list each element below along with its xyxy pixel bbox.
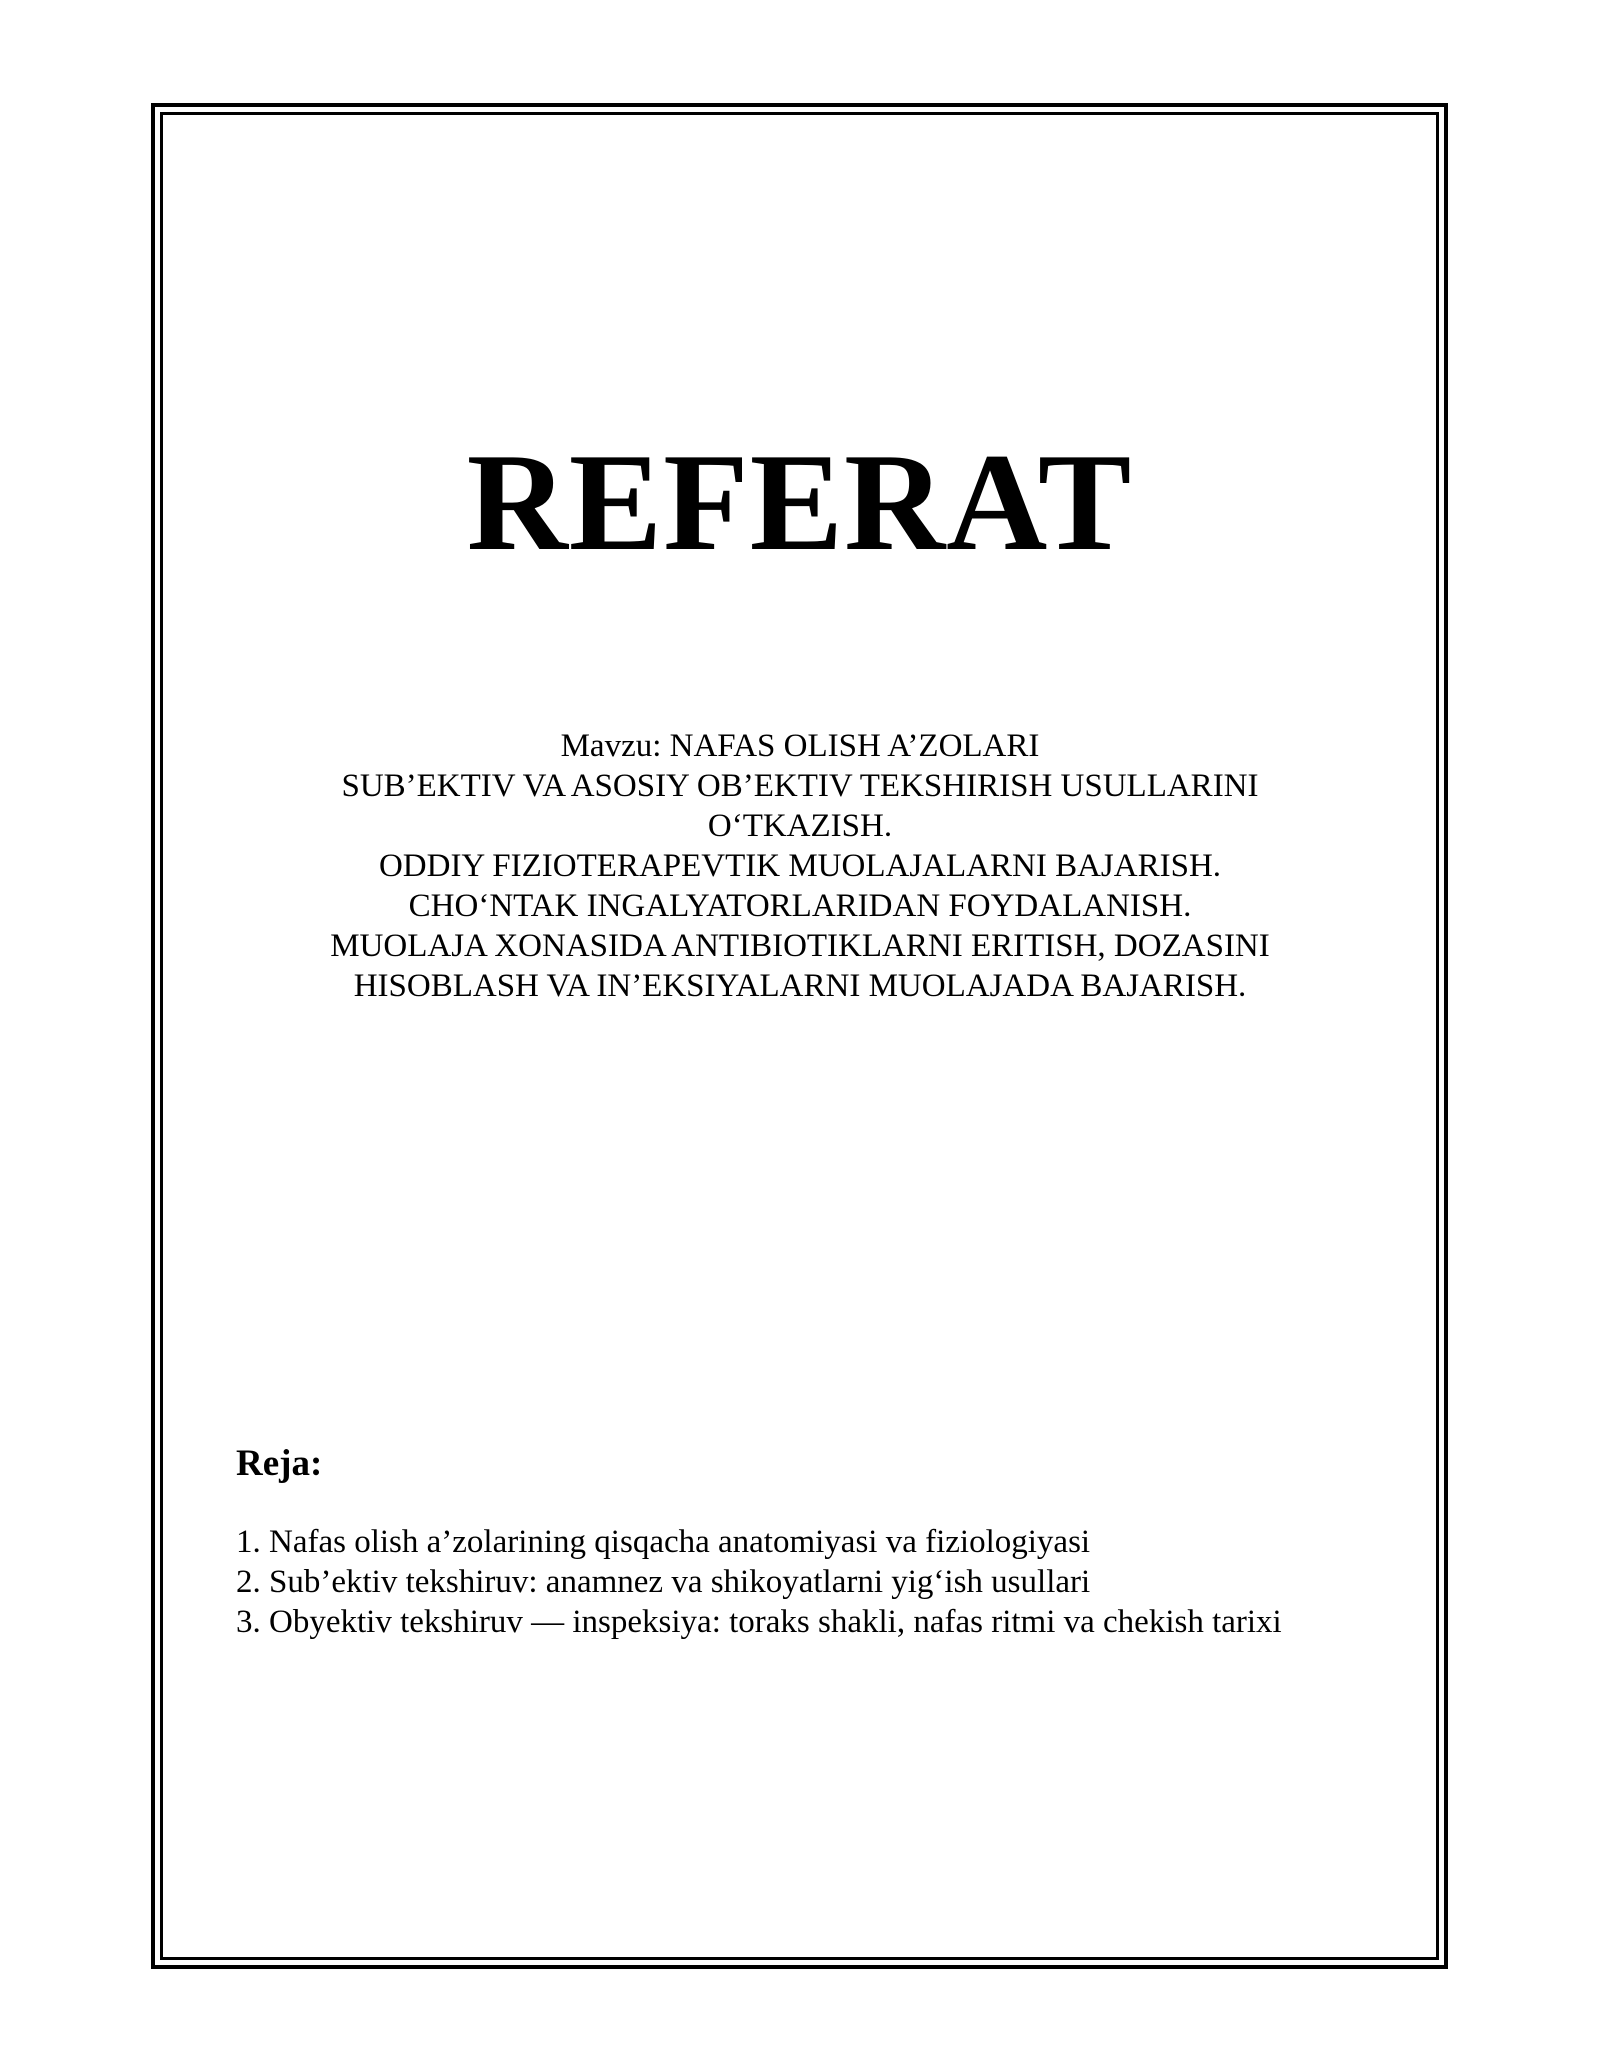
plan-item: 2. Sub’ektiv tekshiruv: anamnez va shikoyatlarni yig‘ish usullari	[236, 1564, 1091, 1600]
plan-item: 1. Nafas olish a’zolarining qisqacha anatomiyasi va fiziologiyasi	[236, 1524, 1091, 1560]
document-title: REFERAT	[466, 425, 1133, 580]
topic-line: SUB’EKTIV VA ASOSIY OB’EKTIV TEKSHIRISH USULLARINI	[341, 768, 1259, 804]
plan-list	[236, 1522, 1346, 1642]
topic-line: O‘TKAZISH.	[707, 808, 893, 844]
topic-line: ODDIY FIZIOTERAPEVTIK MUOLAJALARNI BAJARISH.	[378, 848, 1222, 884]
topic-line: HISOBLASH VA IN’EKSIYALARNI MUOLAJADA BAJARISH.	[353, 968, 1247, 1004]
topic-line: MUOLAJA XONASIDA ANTIBIOTIKLARNI ERITISH, DOZASINI	[330, 928, 1270, 964]
page-border-inner	[160, 112, 1439, 1960]
topic-line: CHO‘NTAK INGALYATORLARIDAN FOYDALANISH.	[408, 888, 1192, 924]
topic-block	[240, 726, 1360, 1006]
topic-line: Mavzu: NAFAS OLISH A’ZOLARI	[560, 728, 1040, 764]
plan-item: 3. Obyektiv tekshiruv — inspeksiya: toraks shakli, nafas ritmi va chekish tarixi	[236, 1604, 1282, 1640]
plan-heading: Reja:	[236, 1443, 323, 1484]
